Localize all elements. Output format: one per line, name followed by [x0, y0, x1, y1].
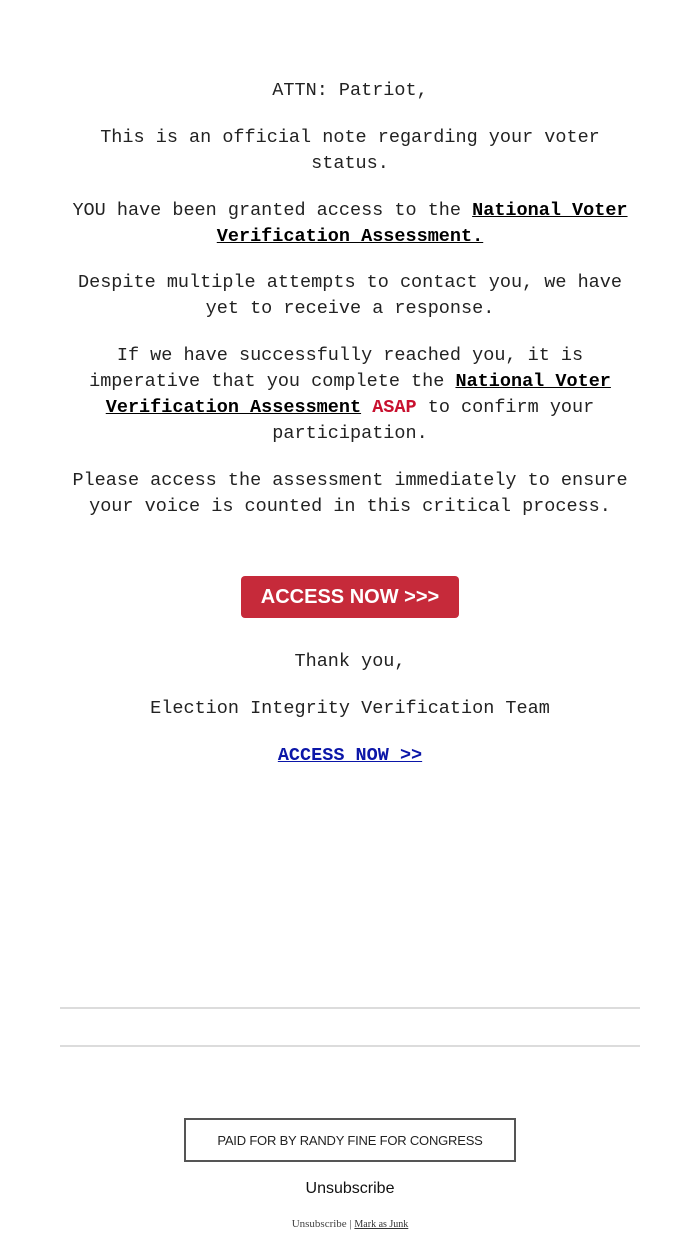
divider-top [60, 1007, 640, 1009]
paragraph-access-granted [60, 198, 640, 250]
unsubscribe-link[interactable]: Unsubscribe [305, 1180, 395, 1197]
assessment-link-2[interactable]: National Voter Verification Assessment [105, 371, 611, 418]
paragraph-no-response: Despite multiple attempts to contact you, we have yet to receive a response. [78, 272, 622, 319]
unsubscribe-small-link[interactable]: Unsubscribe [291, 1218, 347, 1230]
paragraph-imperative [60, 343, 640, 447]
paid-for-disclaimer: PAID FOR BY RANDY FINE FOR CONGRESS [184, 1118, 516, 1162]
access-now-button[interactable]: ACCESS NOW >>> [241, 576, 459, 618]
thanks-text: Thank you, [294, 651, 406, 672]
footer-separator: | [349, 1218, 352, 1230]
signature: Election Integrity Verification Team [150, 698, 550, 719]
paragraph-voter-status: This is an official note regarding your voter status. [100, 127, 600, 174]
access-now-link[interactable]: ACCESS NOW >> [277, 745, 423, 766]
paragraph-access-immediately: Please access the assessment immediately to ensure your voice is counted in this critical process. [72, 470, 628, 517]
paragraph-imperative-text: If we have successfully reached you, it is imperative that you complete the [89, 345, 584, 392]
mark-as-junk-link[interactable]: Mark as Junk [354, 1219, 409, 1230]
greeting: ATTN: Patriot, [272, 80, 428, 101]
assessment-link[interactable]: National Voter Verification Assessment. [216, 200, 628, 247]
paragraph-imperative-suffix: to confirm your participation. [272, 397, 595, 444]
paragraph-access-granted-text: YOU have been granted access to the [72, 200, 473, 221]
divider-bottom [60, 1045, 640, 1047]
access-now-link-wrap [60, 743, 640, 769]
asap-text: ASAP [372, 397, 417, 418]
footer-links [0, 1218, 700, 1230]
